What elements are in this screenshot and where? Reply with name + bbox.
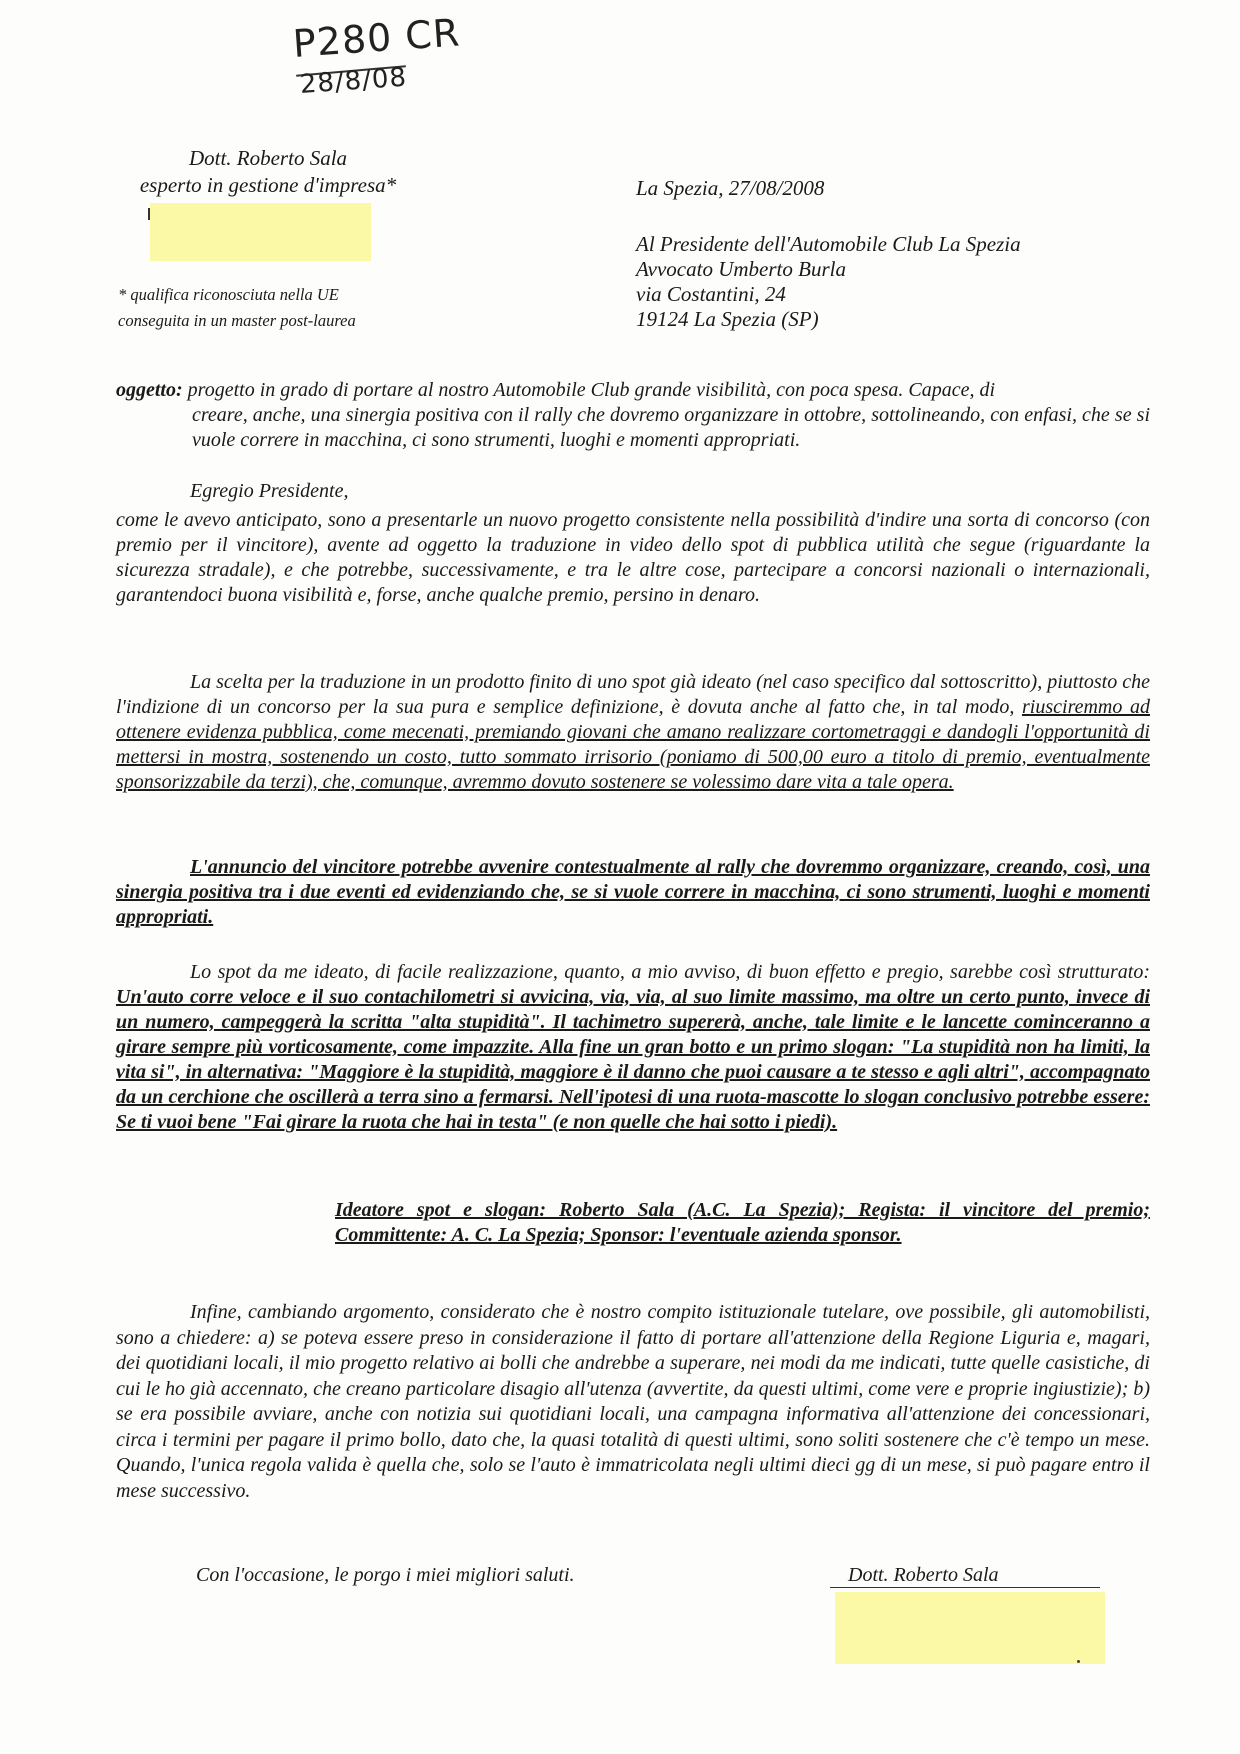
paragraph-requests: Infine, cambiando argomento, considerato che è nostro compito istituzionale tutelare, ove possibile, gli automobilisti, sono a chiedere: a) se poteva essere preso in considerazione il fatto di portare all'attenzione della Regione Liguria e, magari, dei quotidiani locali, il mio progetto relativo ai bolli che andrebbe a superare, nei modi da me indicati, tutte quelle casistiche, di cui le ho già accennato, che creano particolare disagio all'utenza (avvertite, da questi ultimi, come vere e proprie ingiustizie); b) se era possibile avviare, anche con notizia sui quotidiani locali, una campagna informativa all'attenzione dei concessionari, circa i termini per pagare il primo bollo, dato che, la quasi totalità di questi ultimi, sono soliti sostenere che c'è tempo un mese. Quando, l'unica regola valida è quella che, solo se l'auto è immatricolata negli ultimi dieci gg di un mese, si può pagare entro il mese successivo. [116, 1301, 1150, 1502]
sender-block [118, 145, 418, 199]
recipient-line: Al Presidente dell'Automobile Club La Spezia [636, 232, 1021, 256]
highlighted-text: Un'auto corre veloce e il suo contachilometri si avvicina, via, via, al suo limite massimo, ma oltre un certo punto, invece di un numero, campeggerà la scritta "alta stupidità". Il tachimetro supererà, anche, tale limite e le lancette cominceranno a girare sempre più vorticosamente, come impazzite. Alla fine un gran botto e un primo slogan: "La stupidità non ha limiti, la vita si", in alternativa: "Maggiore è la stupidità, maggiore è il danno che puoi causare a te stesso e agli altri", accompagnato da un cerchione che oscillerà a terra sino a fermarsi. Nell'ipotesi di una ruota-mascotte lo slogan conclusivo potrebbe essere: Se ti vuoi bene "Fai girare la ruota che hai in testa" (e non quelle che hai sotto i piedi). [116, 986, 1150, 1133]
recipient-block [636, 232, 1021, 332]
signature-name: Dott. Roberto Sala [830, 1564, 1100, 1588]
recipient-line: 19124 La Spezia (SP) [636, 307, 819, 331]
handwritten-protocol-number: P280 CR [291, 10, 462, 66]
qualification-footnote [118, 282, 356, 334]
greeting: Egregio Presidente, [190, 480, 349, 502]
redacted-sender-address [150, 203, 371, 261]
ink-dot [1077, 1660, 1080, 1663]
paragraph-intro: come le avevo anticipato, sono a presentarle un nuovo progetto consistente nella possibilità d'indire una sorta di concorso (con premio per il vincitore), avente ad oggetto la traduzione in video dello spot di pubblica utilità che segue (riguardante la sicurezza stradale), e che potrebbe, successivamente, e tra le altre cose, partecipare a concorsi nazionali o internazionali, garantendoci buona visibilità e, forse, anche qualche premio, persino in denaro. [116, 509, 1150, 606]
footnote-line: conseguita in un master post-laurea [118, 311, 356, 330]
paragraph-rationale [116, 670, 1150, 795]
subject-text-rest: creare, anche, una sinergia positiva con il rally che dovremo organizzare in ottobre, sottolineando, con enfasi, che se si vuole correre in macchina, ci sono strumenti, luoghi e momenti appropriati. [192, 404, 1150, 451]
handwritten-date: 28/8/08 [298, 62, 409, 100]
subject-text-first: progetto in grado di portare al nostro Automobile Club grande visibilità, con poca spesa. Capace, di [182, 379, 996, 401]
redacted-signature [835, 1592, 1105, 1664]
paragraph-announcement: L'annuncio del vincitore potrebbe avvenire contestualmente al rally che dovremmo organizzare, creando, così, una sinergia positiva tra i due eventi ed evidenziando che, se si vuole correre in macchina, ci sono strumenti, luoghi e momenti appropriati. [116, 856, 1150, 928]
paragraph-text: Lo spot da me ideato, di facile realizzazione, quanto, a mio avviso, di buon effetto e pregio, sarebbe così strutturato: [190, 961, 1150, 983]
subject-line [116, 378, 1150, 453]
paragraph-spot [116, 960, 1150, 1135]
sender-role: esperto in gestione d'impresa* [139, 173, 397, 197]
sender-name: Dott. Roberto Sala [188, 146, 348, 170]
footnote-line: * qualifica riconosciuta nella UE [118, 285, 339, 304]
recipient-line: Avvocato Umberto Burla [636, 257, 846, 281]
subject-label: oggetto: [116, 379, 183, 401]
closing-salutation: Con l'occasione, le porgo i miei migliori saluti. [196, 1564, 575, 1586]
recipient-line: via Costantini, 24 [636, 282, 786, 306]
place-date: La Spezia, 27/08/2008 [636, 176, 825, 200]
credits-block: Ideatore spot e slogan: Roberto Sala (A.C. La Spezia); Regista: il vincitore del premio; Committente: A. C. La Spezia; Sponsor: l'eventuale azienda sponsor. [335, 1199, 1150, 1246]
underlined-text: riusciremmo ad ottenere evidenza pubblica, come mecenati, premiando giovani che amano realizzare cortometraggi e dandogli l'opportunità di mettersi in mostra, sostenendo un costo, tutto sommato irrisorio (poniamo di 500,00 euro a titolo di premio, eventualmente sponsorizzabile da terzi), che, comunque, avremmo dovuto sostenere se volessimo dare vita a tale opera. [116, 696, 1150, 793]
paragraph-text: La scelta per la traduzione in un prodotto finito di uno spot già ideato (nel caso specifico dal sottoscritto), piuttosto che l'indizione di un concorso per la sua pura e semplice definizione, è dovuta anche al fatto che, in tal modo, [116, 671, 1150, 718]
